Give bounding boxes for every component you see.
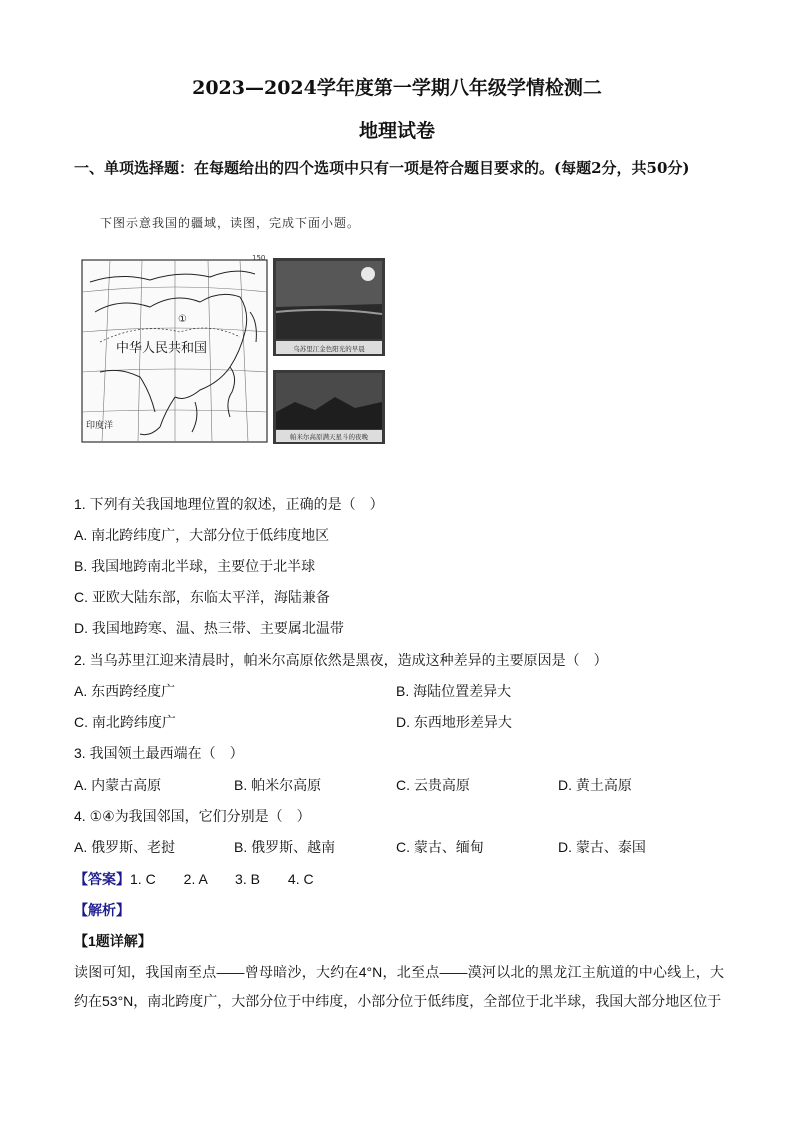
map-sea-label: 印度洋 (86, 421, 114, 431)
question-3-option-b[interactable]: B. 帕米尔高原 (234, 777, 322, 793)
question-3-option-d[interactable]: D. 黄土高原 (558, 777, 632, 793)
page-subtitle: 地理试卷 (358, 120, 435, 142)
map-country-label: 中华人民共和国 (116, 341, 208, 356)
question-2-stem: 2. 当乌苏里江迎来清晨时，帕米尔高原依然是黑夜，造成这种差异的主要原因是（ ） (74, 652, 608, 668)
territory-figure (80, 252, 390, 444)
question-2-option-b[interactable]: B. 海陆位置差异大 (396, 683, 512, 699)
question-2-option-a[interactable]: A. 东西跨经度广 (74, 683, 176, 699)
photo2-caption: 帕米尔高原满天星斗的夜晚 (290, 433, 368, 441)
question-2-option-c[interactable]: C. 南北跨纬度广 (74, 714, 176, 730)
question-4-stem: 4. ①④为我国邻国，它们分别是（ ） (74, 808, 311, 824)
photo1-caption: 乌苏里江金色阳光的早晨 (293, 345, 365, 353)
question-1-option-a[interactable]: A. 南北跨纬度广，大部分位于低纬度地区 (74, 527, 330, 543)
analysis-label: 【解析】 (74, 902, 130, 918)
question-1-option-c[interactable]: C. 亚欧大陆东部，东临太平洋，海陆兼备 (74, 589, 330, 605)
figure-intro: 下图示意我国的疆域，读图，完成下面小题。 (100, 216, 361, 230)
answer-label: 【答案】 (74, 871, 130, 887)
answer-text: 1. C 2. A 3. B 4. C (130, 871, 314, 887)
detail-label: 【1题详解】 (74, 933, 152, 949)
map-marker-1: ① (178, 314, 187, 325)
question-2-option-d[interactable]: D. 东西地形差异大 (396, 714, 512, 730)
question-3-option-a[interactable]: A. 内蒙古高原 (74, 777, 162, 793)
question-1-option-d[interactable]: D. 我国地跨寒、温、热三带、主要属北温带 (74, 620, 344, 636)
territory-map (80, 252, 390, 444)
question-1-option-b[interactable]: B. 我国地跨南北半球，主要位于北半球 (74, 558, 316, 574)
detail-paragraph: 读图可知，我国南至点——曾母暗沙，大约在4°N，北至点——漠河以北的黑龙江主航道的中心线上，大约在53°N，南北跨度广，大部分位于中纬度，小部分位于低纬度，全部位于北半球，我国大部分地区位于 (74, 964, 724, 1009)
map-longitude-label: 150 (252, 254, 266, 262)
question-1-stem: 1. 下列有关我国地理位置的叙述，正确的是（ ） (74, 496, 384, 512)
question-4-option-a[interactable]: A. 俄罗斯、老挝 (74, 839, 176, 855)
page-title: 2023—2024学年度第一学期八年级学情检测二 (192, 77, 602, 99)
question-4-option-b[interactable]: B. 俄罗斯、越南 (234, 839, 336, 855)
question-3-stem: 3. 我国领土最西端在（ ） (74, 745, 244, 761)
answer-line (74, 869, 314, 889)
question-4-option-c[interactable]: C. 蒙古、缅甸 (396, 839, 484, 855)
section-heading: 一、单项选择题：在每题给出的四个选项中只有一项是符合题目要求的。(每题2分，共50分) (74, 159, 690, 177)
question-4-option-d[interactable]: D. 蒙古、泰国 (558, 839, 646, 855)
question-3-option-c[interactable]: C. 云贵高原 (396, 777, 470, 793)
